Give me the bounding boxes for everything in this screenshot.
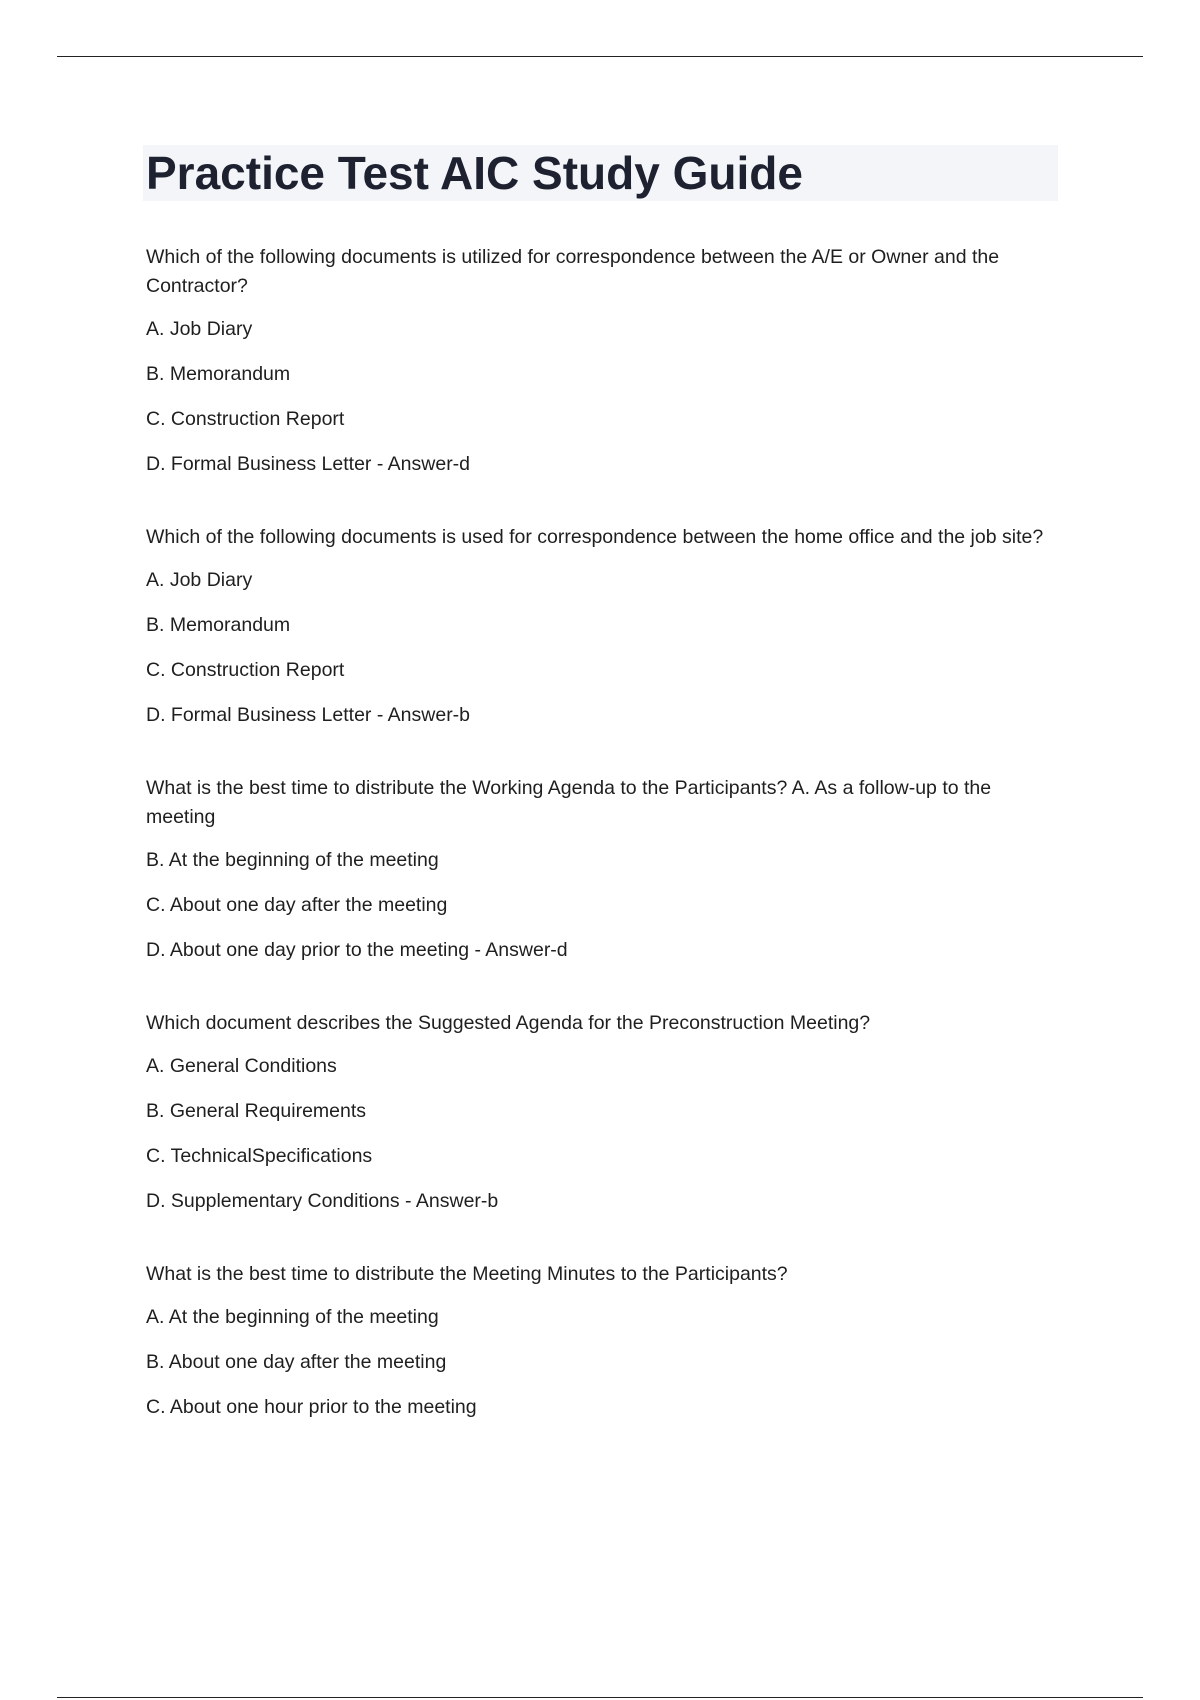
answer-option: B. Memorandum (146, 614, 291, 636)
answer-option: A. Job Diary (146, 318, 253, 340)
question-5 (146, 1260, 1056, 1422)
answer-option: B. General Requirements (146, 1100, 367, 1122)
top-divider (57, 56, 1143, 57)
answer-option: C. TechnicalSpecifications (146, 1145, 373, 1167)
answer-option: D. Formal Business Letter - Answer-d (146, 453, 471, 475)
answer-option: A. Job Diary (146, 569, 253, 591)
answer-option: D. Formal Business Letter - Answer-b (146, 704, 471, 726)
answer-option: C. About one day after the meeting (146, 894, 448, 916)
question-stem: What is the best time to distribute the Meeting Minutes to the Participants? (146, 1263, 788, 1285)
answer-option: B. Memorandum (146, 363, 291, 385)
page-title: Practice Test AIC Study Guide (146, 147, 803, 199)
answer-option: C. About one hour prior to the meeting (146, 1396, 477, 1418)
question-4 (146, 1009, 1056, 1216)
question-3 (146, 774, 1056, 965)
answer-option: D. About one day prior to the meeting - Answer-d (146, 939, 568, 961)
title-banner (143, 145, 1058, 201)
question-stem: What is the best time to distribute the Working Agenda to the Participants? A. As a follow-up to the meeting (146, 777, 992, 828)
question-stem: Which of the following documents is utilized for correspondence between the A/E or Owner and the Contractor? (146, 246, 1000, 297)
question-stem: Which document describes the Suggested Agenda for the Preconstruction Meeting? (146, 1012, 871, 1034)
answer-option: A. At the beginning of the meeting (146, 1306, 439, 1328)
question-1 (146, 243, 1056, 479)
answer-option: D. Supplementary Conditions - Answer-b (146, 1190, 499, 1212)
answer-option: B. At the beginning of the meeting (146, 849, 439, 871)
question-2 (146, 523, 1056, 730)
question-list (146, 243, 1056, 1466)
answer-option: B. About one day after the meeting (146, 1351, 447, 1373)
answer-option: C. Construction Report (146, 408, 345, 430)
question-stem: Which of the following documents is used for correspondence between the home office and the job site? (146, 526, 1044, 548)
bottom-divider (57, 1697, 1143, 1698)
answer-option: A. General Conditions (146, 1055, 337, 1077)
answer-option: C. Construction Report (146, 659, 345, 681)
